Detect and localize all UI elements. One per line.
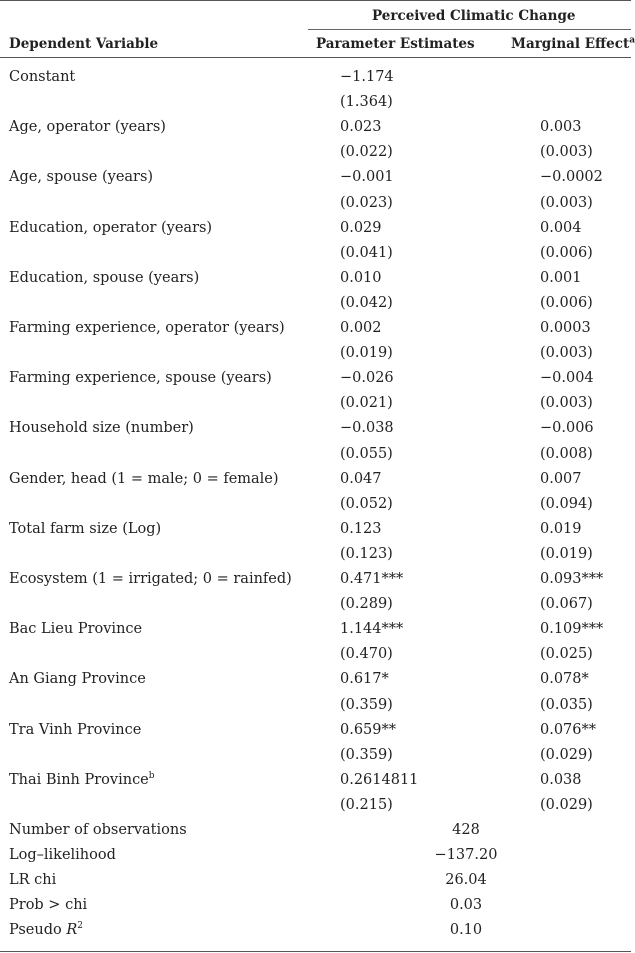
stat-label-text: Pseudo R [9,922,78,939]
stat-row [0,868,631,893]
table-row-stderr [0,743,631,768]
stat-row [0,918,631,943]
stat-value: 0.10 [449,922,483,939]
marginal-effect: 0.004 [540,219,582,236]
row-label-text: Ecosystem (1 = irrigated; 0 = rainfed) [9,571,292,587]
parameter-std-error: (0.019) [340,345,393,362]
marginal-effect: 0.078* [540,671,589,688]
marginal-effect: 0.109*** [540,621,604,638]
marginal-std-error: (0.067) [540,596,593,613]
parameter-std-error: (0.041) [340,244,393,261]
parameter-std-error: (0.359) [340,746,393,763]
row-label [9,517,161,542]
row-label [9,216,212,241]
table-row-stderr [0,492,631,517]
group-header-rule [308,29,631,30]
marginal-std-error: (0.003) [540,395,593,412]
marginal-effect: 0.019 [540,520,582,537]
marginal-std-error: (0.029) [540,746,593,763]
parameter-std-error: (0.289) [340,596,393,613]
parameter-estimate: 0.023 [340,119,382,136]
parameter-estimate: −0.001 [340,169,394,186]
table-row [0,718,631,743]
parameter-estimate: 0.047 [340,470,382,487]
table-row [0,366,631,391]
stat-value: 26.04 [445,872,487,889]
row-label-text: Thai Binh Province [9,771,149,788]
table-row [0,165,631,190]
table-row [0,316,631,341]
table-row [0,768,631,793]
superscript: 2 [77,921,84,932]
marginal-std-error: (0.003) [540,345,593,362]
parameter-estimate: 0.123 [340,520,382,537]
parameter-std-error: (0.359) [340,696,393,713]
marginal-effect: 0.0003 [540,320,591,336]
row-label-text: Total farm size (Log) [9,520,162,537]
parameter-estimate: 1.144*** [340,621,404,638]
stat-label [9,868,56,893]
parameter-std-error: (0.470) [340,646,393,663]
row-label-text: Age, operator (years) [9,119,166,136]
parameter-estimate: 0.659** [340,721,397,738]
table-row-stderr [0,542,631,567]
marginal-effect: 0.003 [540,119,582,136]
stat-value: −137.20 [434,847,498,864]
row-label-text: Gender, head (1 = male; 0 = female) [9,470,279,487]
column-header-marginal [511,36,635,52]
row-label [9,617,142,642]
marginal-std-error: (0.035) [540,696,593,713]
footnote-marker: a [629,35,635,46]
table-row [0,617,631,642]
row-label-text: Education, operator (years) [9,219,213,236]
footnote-marker: b [148,770,155,781]
stat-label-text: Number of observations [9,822,187,838]
parameter-estimate: −0.026 [340,370,394,387]
marginal-effect: −0.0002 [540,169,603,186]
row-label-text: Education, spouse (years) [9,269,200,286]
row-label [9,316,285,341]
row-label [9,115,166,140]
parameter-std-error: (0.021) [340,395,393,412]
header-bottom-rule [0,57,631,58]
parameter-std-error: (0.215) [340,796,393,813]
stat-row [0,818,631,843]
table-top-rule [0,0,631,1]
table-row-stderr [0,693,631,718]
table-row [0,667,631,692]
stat-label-text: Prob > chi [9,897,88,914]
marginal-effect: 0.001 [540,269,582,286]
table-row [0,517,631,542]
parameter-estimate: 0.029 [340,219,382,236]
row-label [9,366,272,391]
marginal-std-error: (0.025) [540,646,593,663]
column-header-marginal-text: Marginal Effect [511,36,630,52]
marginal-std-error: (0.019) [540,545,593,562]
marginal-std-error: (0.029) [540,796,593,813]
table-row-stderr [0,592,631,617]
parameter-std-error: (0.123) [340,545,393,562]
stat-label-text: Log–likelihood [9,847,116,864]
marginal-effect: 0.038 [540,771,582,788]
table-row-stderr [0,391,631,416]
marginal-effect: 0.093*** [540,571,604,587]
group-header: Perceived Climatic Change [372,8,576,24]
table-row [0,115,631,140]
marginal-std-error: (0.008) [540,445,593,462]
parameter-estimate: 0.617* [340,671,389,688]
column-header-parameter: Parameter Estimates [316,36,475,52]
table-row-stderr [0,642,631,667]
marginal-effect: −0.006 [540,420,594,437]
row-label-text: Farming experience, operator (years) [9,320,285,336]
stat-value: 0.03 [449,897,483,914]
marginal-std-error: (0.006) [540,244,593,261]
parameter-std-error: (0.042) [340,294,393,311]
row-label-text: Household size (number) [9,420,194,437]
row-label [9,165,153,190]
stat-label [9,918,83,943]
stat-label-text: LR chi [9,872,57,889]
marginal-effect: −0.004 [540,370,594,387]
marginal-std-error: (0.003) [540,144,593,161]
marginal-std-error: (0.003) [540,194,593,211]
stat-value: 428 [452,822,480,838]
table-row [0,266,631,291]
parameter-estimate: −0.038 [340,420,394,437]
parameter-estimate: −1.174 [340,69,394,85]
row-label [9,567,292,592]
row-label-text: An Giang Province [9,671,146,688]
table-row-stderr [0,90,631,115]
parameter-std-error: (0.022) [340,144,393,161]
table-row-stderr [0,140,631,165]
stat-label [9,893,87,918]
row-label [9,65,75,90]
table-row-stderr [0,442,631,467]
marginal-std-error: (0.006) [540,294,593,311]
row-label [9,667,146,692]
marginal-effect: 0.007 [540,470,582,487]
row-label-text: Constant [9,69,76,85]
parameter-std-error: (0.052) [340,495,393,512]
marginal-std-error: (0.094) [540,495,593,512]
parameter-std-error: (0.023) [340,194,393,211]
parameter-estimate: 0.2614811 [340,771,419,788]
table-row-stderr [0,241,631,266]
table-bottom-rule [0,951,631,952]
table-row-stderr [0,793,631,818]
stat-label [9,843,116,868]
table-row-stderr [0,341,631,366]
row-label [9,467,279,492]
row-label [9,768,155,793]
row-label [9,266,199,291]
stat-label [9,818,187,843]
parameter-std-error: (0.055) [340,445,393,462]
row-label-text: Tra Vinh Province [9,721,142,738]
table-row-stderr [0,191,631,216]
parameter-std-error: (1.364) [340,94,393,111]
parameter-estimate: 0.010 [340,269,382,286]
parameter-estimate: 0.471*** [340,571,404,587]
row-label-text: Farming experience, spouse (years) [9,370,272,387]
column-header-dependent: Dependent Variable [9,36,159,52]
table-row [0,65,631,90]
row-label [9,718,141,743]
parameter-estimate: 0.002 [340,320,382,336]
row-label-text: Bac Lieu Province [9,621,143,638]
stat-row [0,893,631,918]
table-row [0,567,631,592]
row-label [9,416,194,441]
table-row [0,467,631,492]
marginal-effect: 0.076** [540,721,597,738]
table-row [0,416,631,441]
table-row-stderr [0,291,631,316]
table-row [0,216,631,241]
row-label-text: Age, spouse (years) [9,169,154,186]
stat-row [0,843,631,868]
